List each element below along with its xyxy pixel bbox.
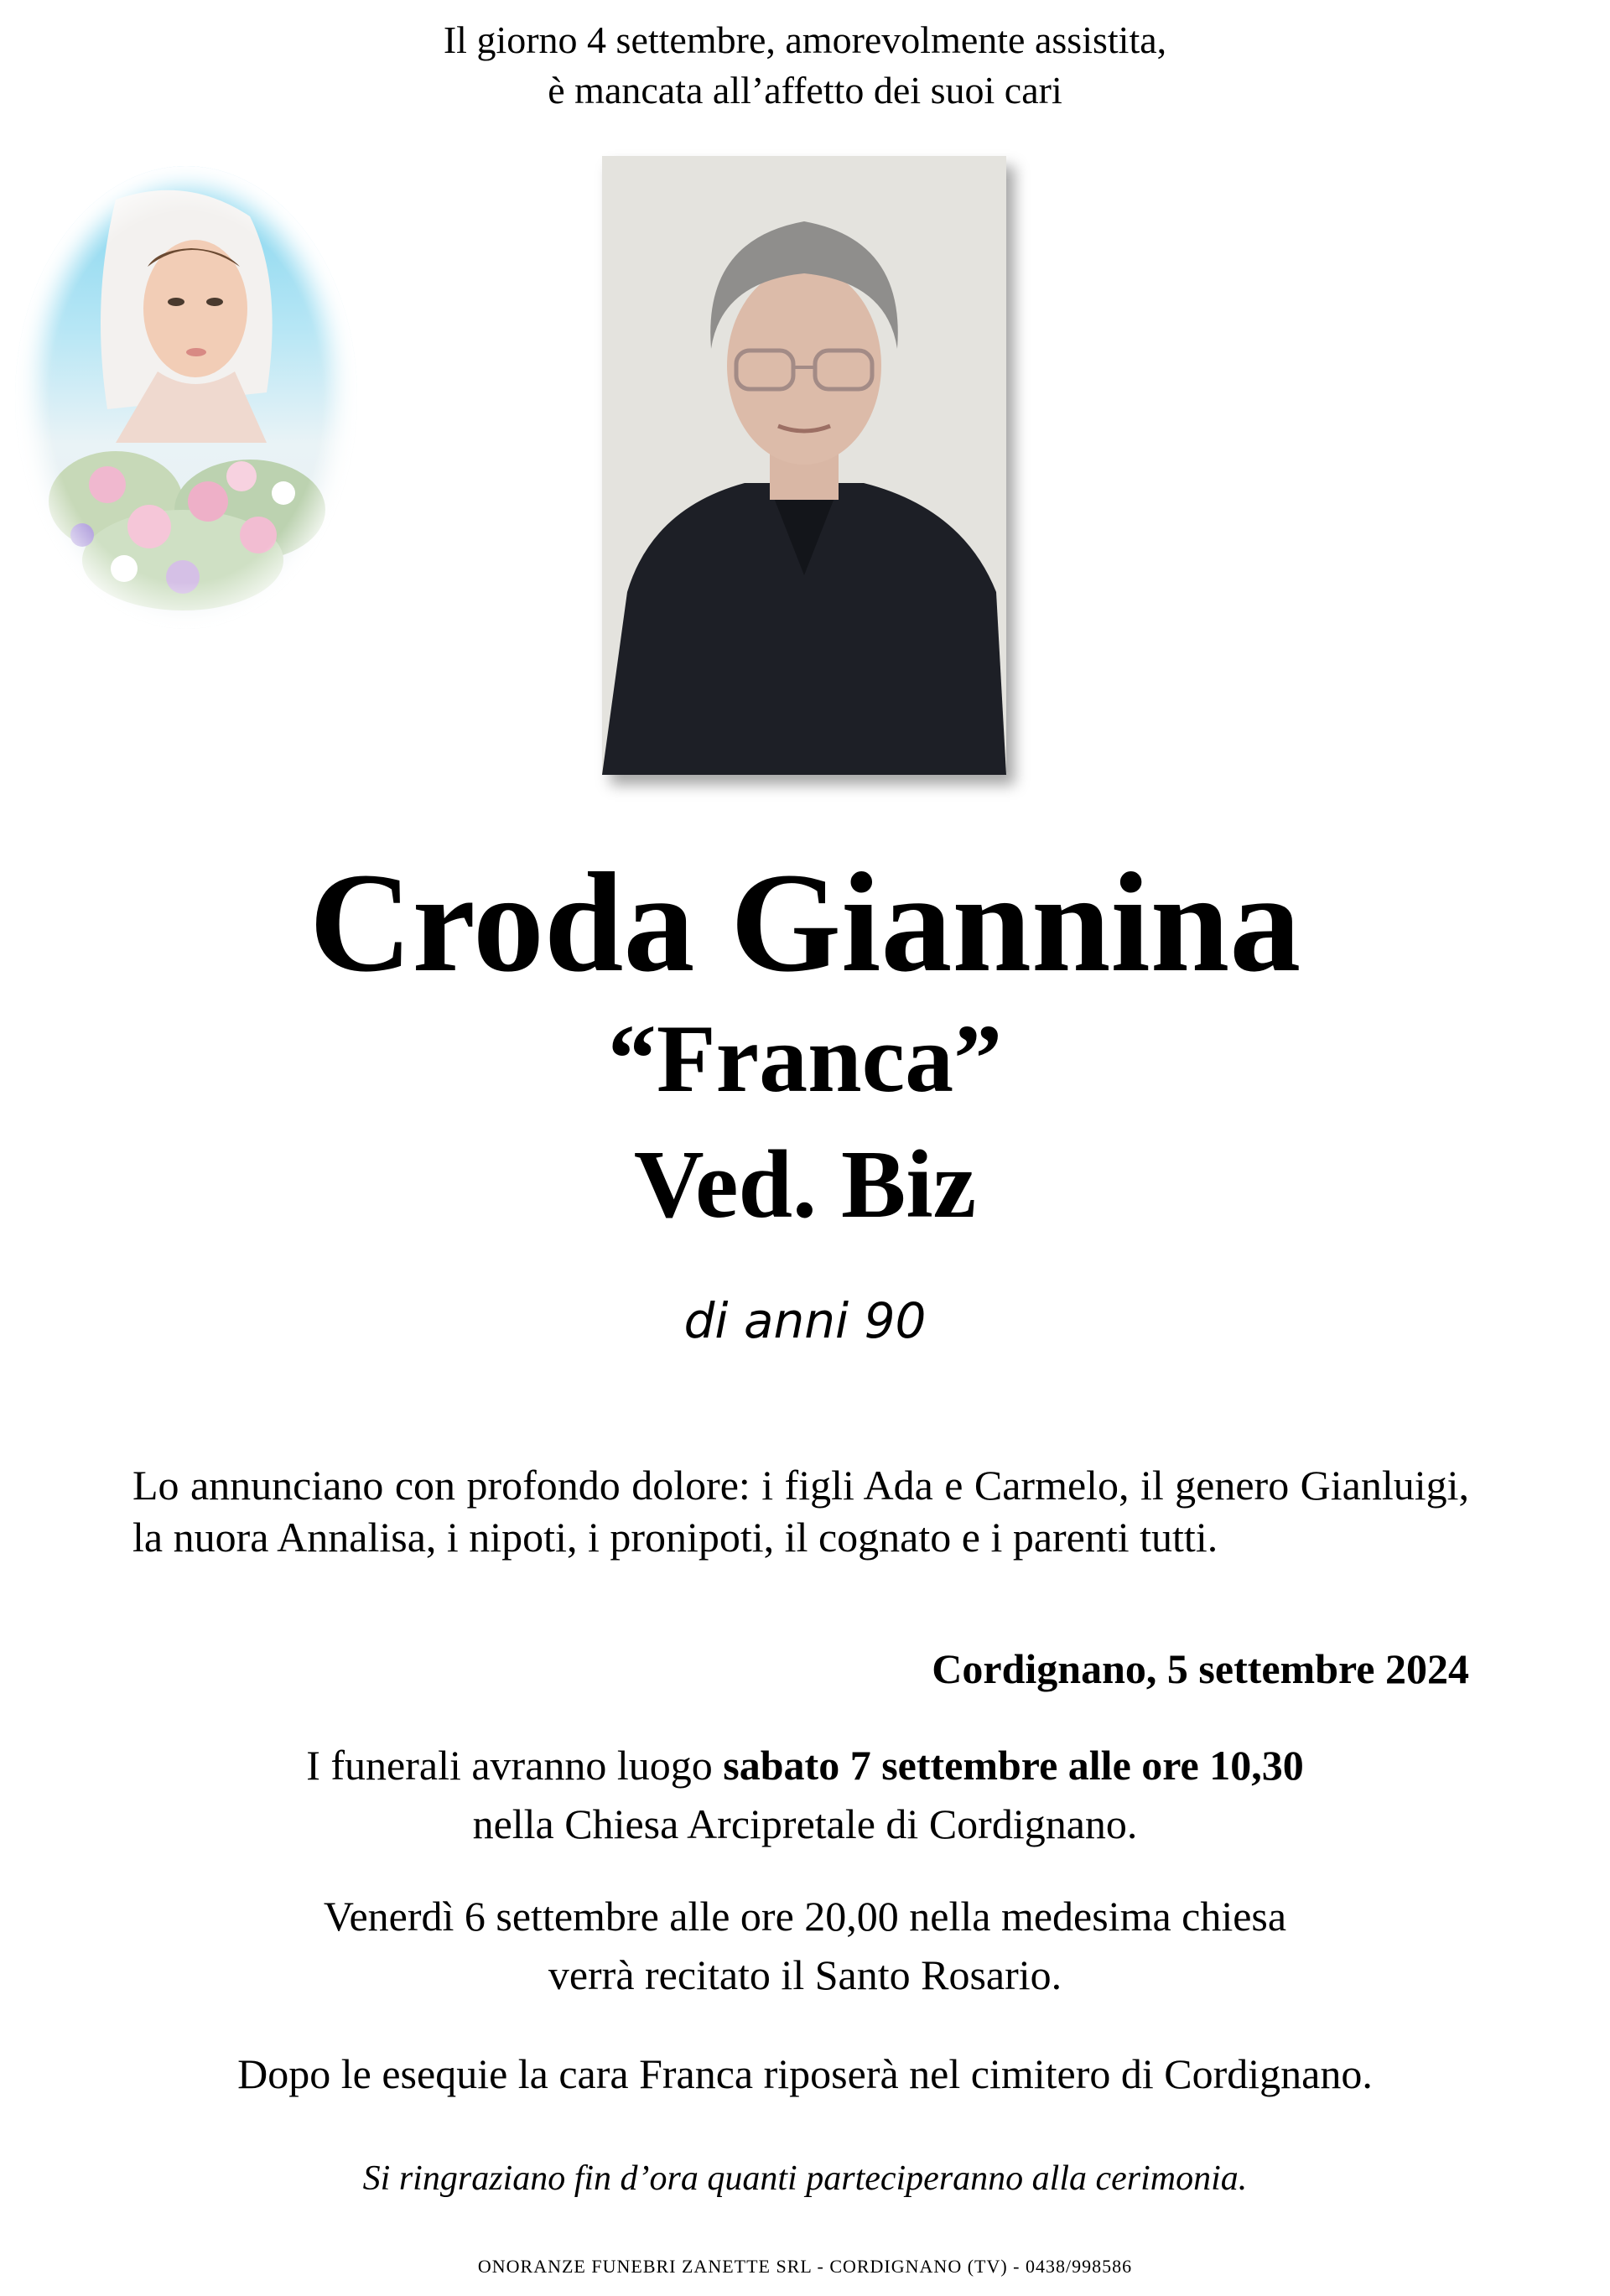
funeral-datetime: sabato 7 settembre alle ore 10,30	[723, 1742, 1304, 1789]
madonna-image	[15, 166, 357, 629]
place-date: Cordignano, 5 settembre 2024	[932, 1645, 1469, 1692]
deceased-nickname: “Franca”	[607, 1005, 1003, 1113]
intro-text	[0, 15, 1610, 116]
deceased-name: Croda Giannina	[309, 844, 1301, 1001]
deceased-widow-of: Ved. Biz	[633, 1131, 977, 1239]
funeral-prefix: I funerali avranno luogo	[306, 1742, 724, 1789]
announcement-text: Lo annunciano con profondo dolore: i figli Ada e Carmelo, il genero Gianluigi, la nuora Annalisa, i nipoti, i pronipoti, il cognato e i parenti tutti.	[132, 1462, 1469, 1561]
madonna-illustration	[15, 166, 357, 629]
funeral-line-1	[0, 1736, 1610, 1795]
intro-line-1: Il giorno 4 settembre, amorevolmente assistita,	[443, 18, 1167, 61]
portrait-illustration	[602, 156, 1006, 775]
rosary-line-1: Venerdì 6 settembre alle ore 20,00 nella medesima chiesa	[323, 1893, 1287, 1940]
funeral-home-footer: ONORANZE FUNEBRI ZANETTE SRL - CORDIGNANO (TV) - 0438/998586	[477, 2256, 1133, 2277]
deceased-age: di anni 90	[683, 1292, 927, 1349]
burial-info: Dopo le esequie la cara Franca riposerà nel cimitero di Cordignano.	[237, 2050, 1373, 2097]
funeral-info	[0, 1736, 1610, 1853]
portrait-photo	[602, 156, 1006, 775]
rosary-line-2: verrà recitato il Santo Rosario.	[548, 1951, 1062, 1998]
thanks-text: Si ringraziano fin d’ora quanti parteciperanno alla cerimonia.	[362, 2159, 1248, 2198]
intro-line-2: è mancata all’affetto dei suoi cari	[548, 69, 1062, 112]
funeral-line-2: nella Chiesa Arcipretale di Cordignano.	[472, 1800, 1138, 1847]
rosary-info	[0, 1887, 1610, 2004]
